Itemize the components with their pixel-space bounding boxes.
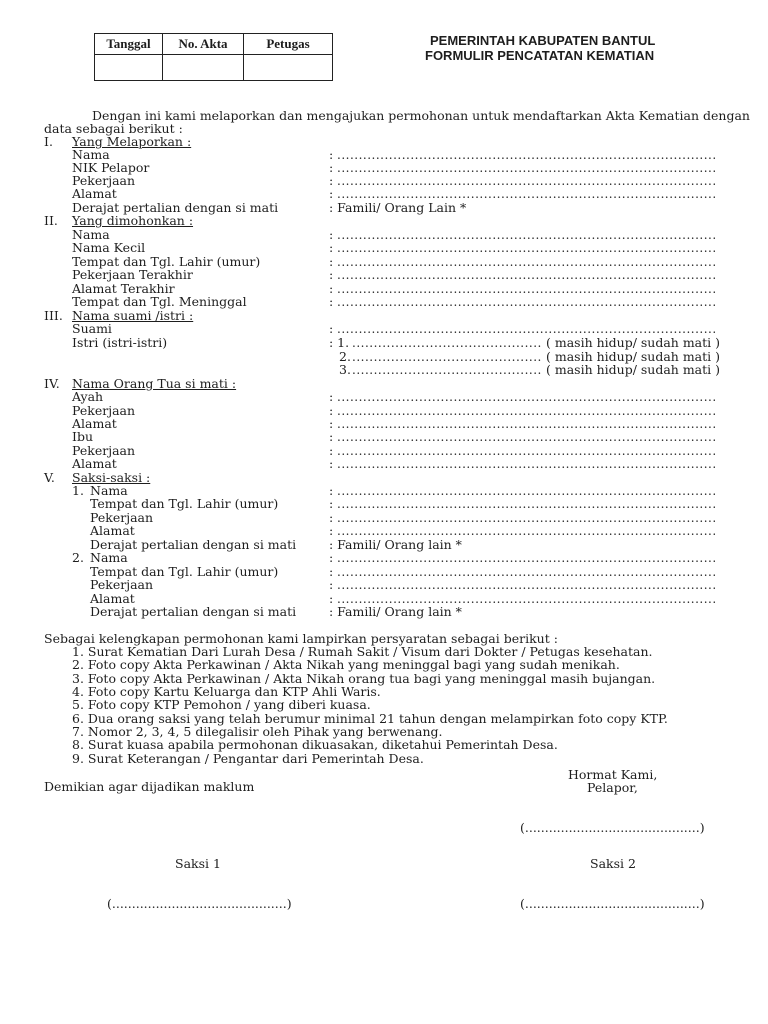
saksi1-signature-line[interactable]: (............................................) bbox=[107, 896, 292, 911]
fill-line[interactable] bbox=[337, 187, 715, 201]
section-title: Nama Orang Tua si mati : bbox=[72, 376, 237, 391]
colon: : bbox=[329, 281, 334, 296]
colon: : bbox=[329, 254, 334, 269]
section-num: IV. bbox=[44, 376, 60, 391]
fill-line[interactable] bbox=[352, 350, 542, 364]
colon: : bbox=[329, 294, 334, 309]
colon: : bbox=[329, 456, 334, 471]
istri-status[interactable]: ( masih hidup/ sudah mati ) bbox=[546, 362, 720, 377]
section-num: V. bbox=[44, 470, 55, 485]
colon: : bbox=[329, 416, 334, 431]
field-label: Alamat bbox=[72, 186, 117, 201]
field-label: Pekerjaan bbox=[90, 577, 154, 592]
fill-line[interactable] bbox=[352, 336, 542, 350]
fill-line[interactable] bbox=[337, 322, 715, 336]
section-title: Saksi-saksi : bbox=[72, 470, 151, 485]
field-label: Suami bbox=[72, 321, 112, 336]
colon: : bbox=[329, 186, 334, 201]
fill-line[interactable] bbox=[337, 578, 715, 592]
fill-line[interactable] bbox=[337, 390, 715, 404]
fill-line[interactable] bbox=[337, 268, 715, 282]
field-label: Nama Kecil bbox=[72, 240, 146, 255]
fill-line[interactable] bbox=[337, 524, 715, 538]
field-label: Ayah bbox=[72, 389, 104, 404]
fill-line[interactable] bbox=[337, 228, 715, 242]
field-label: Derajat pertalian dengan si mati bbox=[90, 537, 297, 552]
istri-num: 3. bbox=[339, 362, 351, 377]
colon: : bbox=[329, 240, 334, 255]
fill-line[interactable] bbox=[337, 457, 715, 471]
section-num: I. bbox=[44, 134, 53, 149]
field-label: Alamat bbox=[90, 523, 135, 538]
field-label: Alamat bbox=[72, 456, 117, 471]
colon: : bbox=[329, 227, 334, 242]
field-label: Pekerjaan bbox=[72, 173, 136, 188]
intro-line-1: Dengan ini kami melaporkan dan mengajukan permohonan untuk mendaftarkan Akta Kematian dengan bbox=[92, 108, 750, 123]
field-label: Tempat dan Tgl. Meninggal bbox=[72, 294, 247, 309]
office-use-table bbox=[94, 33, 333, 81]
field-label: Alamat bbox=[72, 416, 117, 431]
colon: : bbox=[329, 403, 334, 418]
colon: : bbox=[329, 510, 334, 525]
colon: : bbox=[329, 577, 334, 592]
field-label: Nama bbox=[90, 550, 128, 565]
column-petugas: Petugas bbox=[244, 34, 333, 55]
column-no-akta: No. Akta bbox=[163, 34, 244, 55]
field-label: Derajat pertalian dengan si mati bbox=[90, 604, 297, 619]
field-label: Pekerjaan bbox=[90, 510, 154, 525]
fill-line[interactable] bbox=[352, 363, 542, 377]
field-label: Istri (istri-istri) bbox=[72, 335, 168, 350]
field-label: Tempat dan Tgl. Lahir (umur) bbox=[90, 496, 279, 511]
colon: : bbox=[329, 160, 334, 175]
field-label: Tempat dan Tgl. Lahir (umur) bbox=[72, 254, 261, 269]
colon: : bbox=[329, 564, 334, 579]
closing-statement: Demikian agar dijadikan maklum bbox=[44, 779, 255, 794]
colon: : bbox=[329, 523, 334, 538]
section-num: III. bbox=[44, 308, 63, 323]
field-label: Nama bbox=[90, 483, 128, 498]
requirement-item: 8. Surat kuasa apabila permohonan dikuasakan, diketahui Pemerintah Desa. bbox=[72, 737, 558, 752]
istri-num: 2. bbox=[339, 349, 351, 364]
field-label: NIK Pelapor bbox=[72, 160, 150, 175]
section-title: Yang dimohonkan : bbox=[72, 213, 194, 228]
requirement-item: 9. Surat Keterangan / Pengantar dari Pemerintah Desa. bbox=[72, 751, 424, 766]
field-label: Alamat bbox=[90, 591, 135, 606]
header-line-2: FORMULIR PENCATATAN KEMATIAN bbox=[425, 48, 655, 63]
section-title: Nama suami /istri : bbox=[72, 308, 194, 323]
colon: : bbox=[329, 429, 334, 444]
pelapor-signature-line[interactable]: (............................................) bbox=[520, 820, 705, 835]
fill-line[interactable] bbox=[337, 241, 715, 255]
istri-status[interactable]: ( masih hidup/ sudah mati ) bbox=[546, 349, 720, 364]
fill-line[interactable] bbox=[337, 148, 715, 162]
field-label: Ibu bbox=[72, 429, 93, 444]
fill-line[interactable] bbox=[337, 404, 715, 418]
requirement-item: 6. Dua orang saksi yang telah berumur minimal 21 tahun dengan melampirkan foto copy KTP. bbox=[72, 711, 668, 726]
field-label: Nama bbox=[72, 147, 110, 162]
field-label: Pekerjaan Terakhir bbox=[72, 267, 193, 282]
fill-line[interactable] bbox=[337, 444, 715, 458]
field-label: Nama bbox=[72, 227, 110, 242]
requirement-item: 1. Surat Kematian Dari Lurah Desa / Rumah Sakit / Visum dari Dokter / Petugas kesehatan. bbox=[72, 644, 653, 659]
colon: : bbox=[329, 496, 334, 511]
colon: : bbox=[329, 147, 334, 162]
colon: : bbox=[329, 550, 334, 565]
requirement-item: 7. Nomor 2, 3, 4, 5 dilegalisir oleh Pihak yang berwenang. bbox=[72, 724, 443, 739]
witness-num: 1. bbox=[72, 483, 84, 498]
field-label: Alamat Terakhir bbox=[72, 281, 175, 296]
relationship-value[interactable]: : Famili/ Orang lain * bbox=[329, 537, 462, 552]
colon: : bbox=[329, 483, 334, 498]
witness-num: 2. bbox=[72, 550, 84, 565]
column-tanggal: Tanggal bbox=[95, 34, 163, 55]
colon: : bbox=[329, 443, 334, 458]
saksi1-label: Saksi 1 bbox=[175, 856, 221, 871]
fill-line[interactable] bbox=[337, 417, 715, 431]
fill-line[interactable] bbox=[337, 174, 715, 188]
requirement-item: 3. Foto copy Akta Perkawinan / Akta Nikah orang tua bagi yang meninggal masih bujangan. bbox=[72, 671, 656, 686]
fill-line[interactable] bbox=[337, 430, 715, 444]
colon: : bbox=[329, 389, 334, 404]
field-label: Pekerjaan bbox=[72, 443, 136, 458]
saksi2-label: Saksi 2 bbox=[590, 856, 636, 871]
fill-line[interactable] bbox=[337, 551, 715, 565]
cell-petugas[interactable] bbox=[244, 55, 333, 81]
fill-line[interactable] bbox=[337, 295, 715, 309]
fill-line[interactable] bbox=[337, 161, 715, 175]
fill-line[interactable] bbox=[337, 282, 715, 296]
colon: : bbox=[329, 321, 334, 336]
fill-line[interactable] bbox=[337, 511, 715, 525]
closing-pelapor: Pelapor, bbox=[587, 780, 638, 795]
field-label: Derajat pertalian dengan si mati bbox=[72, 200, 279, 215]
relationship-value[interactable]: : Famili/ Orang Lain * bbox=[329, 200, 467, 215]
cell-tanggal[interactable] bbox=[95, 55, 163, 81]
istri-num: : 1. bbox=[329, 335, 350, 350]
saksi2-signature-line[interactable]: (............................................) bbox=[520, 896, 705, 911]
fill-line[interactable] bbox=[337, 565, 715, 579]
section-num: II. bbox=[44, 213, 58, 228]
cell-no-akta[interactable] bbox=[163, 55, 244, 81]
requirement-item: 2. Foto copy Akta Perkawinan / Akta Nikah yang meninggal bagi yang sudah menikah. bbox=[72, 657, 620, 672]
field-label: Pekerjaan bbox=[72, 403, 136, 418]
section-title: Yang Melaporkan : bbox=[72, 134, 192, 149]
relationship-value[interactable]: : Famili/ Orang lain * bbox=[329, 604, 462, 619]
field-label: Tempat dan Tgl. Lahir (umur) bbox=[90, 564, 279, 579]
colon: : bbox=[329, 267, 334, 282]
header-line-1: PEMERINTAH KABUPATEN BANTUL bbox=[430, 33, 656, 48]
colon: : bbox=[329, 591, 334, 606]
fill-line[interactable] bbox=[337, 484, 715, 498]
fill-line[interactable] bbox=[337, 497, 715, 511]
istri-status[interactable]: ( masih hidup/ sudah mati ) bbox=[546, 335, 720, 350]
closing-hormat: Hormat Kami, bbox=[568, 767, 658, 782]
intro-line-2: data sebagai berikut : bbox=[44, 121, 183, 136]
requirements-intro: Sebagai kelengkapan permohonan kami lampirkan persyaratan sebagai berikut : bbox=[44, 631, 558, 646]
requirement-item: 4. Foto copy Kartu Keluarga dan KTP Ahli Waris. bbox=[72, 684, 381, 699]
requirement-item: 5. Foto copy KTP Pemohon / yang diberi kuasa. bbox=[72, 697, 371, 712]
colon: : bbox=[329, 173, 334, 188]
fill-line[interactable] bbox=[337, 255, 715, 269]
